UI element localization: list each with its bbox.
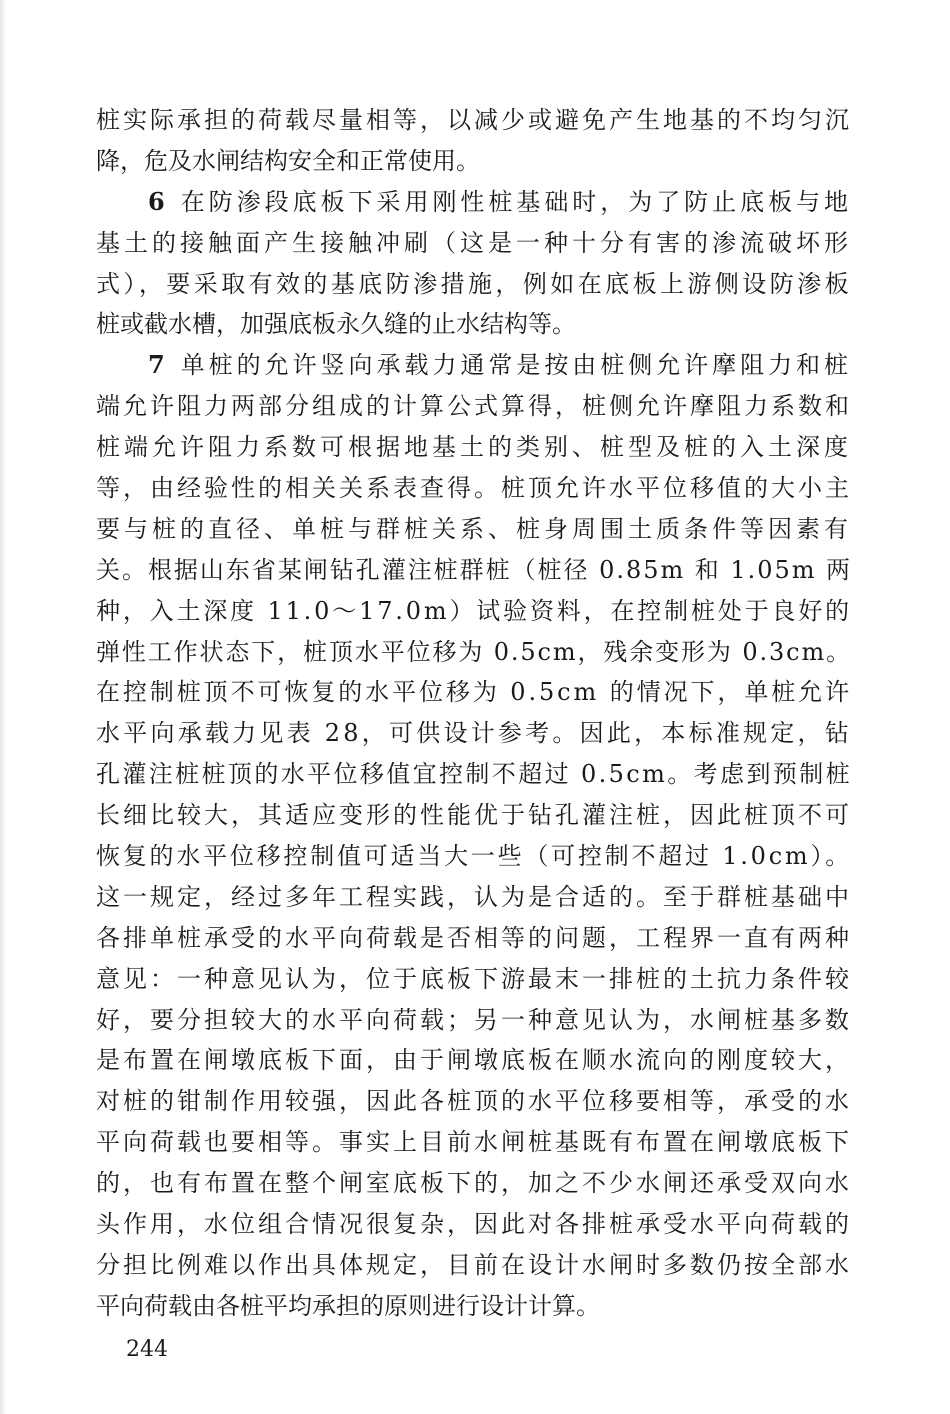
- line-text: 桩或截水槽，加强底板永久缝的止水结构等。: [96, 310, 576, 339]
- text-line: [96, 386, 852, 427]
- line-text: 降，危及水闸结构安全和正常使用。: [96, 146, 480, 175]
- line-text: 平向荷载由各桩平均承担的原则进行设计计算。: [96, 1291, 600, 1320]
- line-text: 头作用，水位组合情况很复杂，因此对各排桩承受水平向荷载的: [96, 1210, 852, 1239]
- text-line: [96, 632, 852, 673]
- paragraph-number: 7: [148, 350, 165, 380]
- line-text: 端允许阻力两部分组成的计算公式算得，桩侧允许摩阻力系数和: [96, 392, 852, 421]
- line-text: 的，也有布置在整个闸室底板下的，加之不少水闸还承受双向水: [96, 1169, 852, 1198]
- text-line: [96, 918, 852, 959]
- line-text: 分担比例难以作出具体规定，目前在设计水闸时多数仍按全部水: [96, 1250, 852, 1279]
- text-line: [96, 182, 852, 223]
- text-line: [96, 754, 852, 795]
- line-text: 要与桩的直径、单桩与群桩关系、桩身周围土质条件等因素有: [96, 514, 852, 543]
- line-text: 关。根据山东省某闸钻孔灌注桩群桩（桩径 0.85m 和 1.05m 两: [96, 555, 852, 584]
- line-text: 单桩的允许竖向承载力通常是按由桩侧允许摩阻力和桩: [180, 351, 852, 380]
- text-line: [96, 1081, 852, 1122]
- line-text: 孔灌注桩桩顶的水平位移值宜控制不超过 0.5cm。考虑到预制桩: [96, 760, 852, 789]
- text-line: [96, 959, 852, 1000]
- text-line: [96, 141, 852, 182]
- text-line: [96, 672, 852, 713]
- text-line: [96, 345, 852, 386]
- text-line: [96, 223, 852, 264]
- text-line: [96, 591, 852, 632]
- line-text: 对桩的钳制作用较强，因此各桩顶的水平位移要相等，承受的水: [96, 1087, 852, 1116]
- text-line: [96, 264, 852, 305]
- line-text: 等，由经验性的相关关系表查得。桩顶允许水平位移值的大小主: [96, 474, 852, 503]
- line-text: 水平向承载力见表 28，可供设计参考。因此，本标准规定，钻: [96, 719, 852, 748]
- text-line: [96, 1000, 852, 1041]
- page-number: 244: [126, 1337, 168, 1362]
- line-text: 意见：一种意见认为，位于底板下游最末一排桩的土抗力条件较: [96, 964, 852, 993]
- text-line: [96, 836, 852, 877]
- text-line: [96, 1245, 852, 1286]
- line-text: 平向荷载也要相等。事实上目前水闸桩基既有布置在闸墩底板下: [96, 1128, 852, 1157]
- text-line: [96, 100, 852, 141]
- line-text: 式），要采取有效的基底防渗措施，例如在底板上游侧设防渗板: [96, 269, 852, 298]
- line-text: 弹性工作状态下，桩顶水平位移为 0.5cm，残余变形为 0.3cm。: [96, 637, 852, 666]
- line-text: 各排单桩承受的水平向荷载是否相等的问题，工程界一直有两种: [96, 923, 852, 952]
- line-text: 在防渗段底板下采用刚性桩基础时，为了防止底板与地: [180, 187, 852, 216]
- text-line: [96, 509, 852, 550]
- text-line: [96, 1286, 852, 1327]
- line-text: 桩端允许阻力系数可根据地基土的类别、桩型及桩的入土深度: [96, 433, 852, 462]
- line-text: 基土的接触面产生接触冲刷（这是一种十分有害的渗流破坏形: [96, 228, 852, 257]
- text-line: [96, 877, 852, 918]
- line-text: 种，入土深度 11.0～17.0m）试验资料，在控制桩处于良好的: [96, 596, 852, 625]
- line-text: 是布置在闸墩底板下面，由于闸墩底板在顺水流向的刚度较大，: [96, 1046, 852, 1075]
- line-text: 这一规定，经过多年工程实践，认为是合适的。至于群桩基础中: [96, 882, 852, 911]
- text-line: [96, 550, 852, 591]
- text-line: [96, 1163, 852, 1204]
- line-text: 好，要分担较大的水平向荷载；另一种意见认为，水闸桩基多数: [96, 1005, 852, 1034]
- text-line: [96, 427, 852, 468]
- line-text: 在控制桩顶不可恢复的水平位移为 0.5cm 的情况下，单桩允许: [96, 678, 852, 707]
- body-text: [96, 100, 852, 1327]
- text-line: [96, 713, 852, 754]
- text-line: [96, 468, 852, 509]
- text-line: [96, 1040, 852, 1081]
- page-edge-shadow: [0, 0, 6, 1414]
- line-text: 恢复的水平位移控制值可适当大一些（可控制不超过 1.0cm）。: [96, 842, 852, 871]
- text-line: [96, 1122, 852, 1163]
- text-line: [96, 795, 852, 836]
- line-text: 桩实际承担的荷载尽量相等，以减少或避免产生地基的不均匀沉: [96, 106, 852, 134]
- text-line: [96, 1204, 852, 1245]
- line-text: 长细比较大，其适应变形的性能优于钻孔灌注桩，因此桩顶不可: [96, 801, 852, 830]
- paragraph-number: 6: [148, 186, 165, 216]
- text-line: [96, 304, 852, 345]
